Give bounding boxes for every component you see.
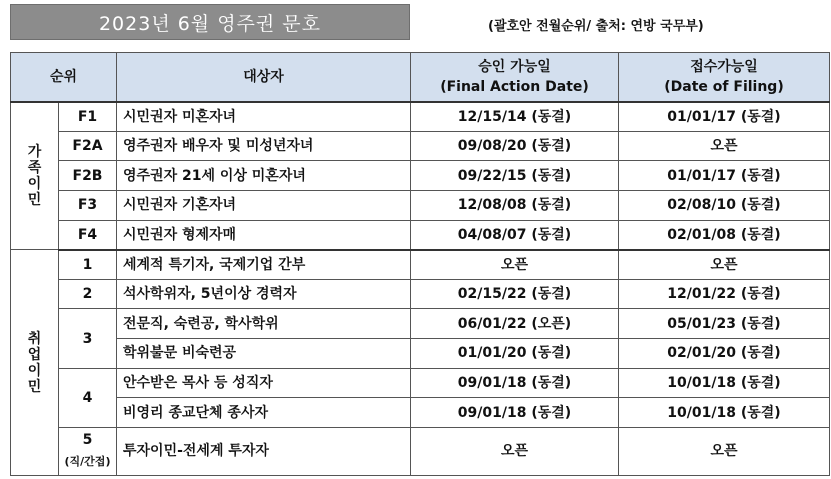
family-group-label: 가 족 이 민 <box>11 102 59 250</box>
header-final-line1: 승인 가능일 <box>478 58 551 75</box>
table-row <box>11 131 830 161</box>
target-desc: 세계적 특기자, 국제기업 간부 <box>117 250 411 280</box>
target-desc: 시민권자 형제자매 <box>117 220 411 250</box>
filing-date: 02/01/08 (동결) <box>619 220 830 250</box>
filing-date: 10/01/18 (동결) <box>619 368 830 398</box>
target-desc: 비영리 종교단체 종사자 <box>117 398 411 428</box>
final-action-date: 09/22/15 (동결) <box>411 161 619 191</box>
filing-date: 02/08/10 (동결) <box>619 190 830 220</box>
filing-date: 오픈 <box>619 427 830 475</box>
visa-bulletin-table <box>10 52 830 476</box>
header-filing <box>619 53 830 102</box>
final-action-date: 오픈 <box>411 427 619 475</box>
final-action-date: 09/08/20 (동결) <box>411 131 619 161</box>
table-row <box>11 398 830 428</box>
final-action-date: 04/08/07 (동결) <box>411 220 619 250</box>
filing-date: 오픈 <box>619 250 830 280</box>
header-rank: 순위 <box>11 53 117 102</box>
table-row <box>11 368 830 398</box>
rank-code: 3 <box>59 309 117 368</box>
table-row <box>11 161 830 191</box>
header-row <box>11 53 830 102</box>
table-row <box>11 250 830 280</box>
target-desc: 학위불문 비숙련공 <box>117 339 411 369</box>
target-desc: 투자이민-전세계 투자자 <box>117 427 411 475</box>
filing-date: 05/01/23 (동결) <box>619 309 830 339</box>
table-row <box>11 339 830 369</box>
rank-code: F2A <box>59 131 117 161</box>
rank-code-sub: (직/간접) <box>64 455 111 469</box>
filing-date: 02/01/20 (동결) <box>619 339 830 369</box>
rank-code: F3 <box>59 190 117 220</box>
filing-date: 오픈 <box>619 131 830 161</box>
final-action-date: 09/01/18 (동결) <box>411 368 619 398</box>
table-row <box>11 220 830 250</box>
table-row <box>11 190 830 220</box>
source-note: (괄호안 전월순위/ 출처: 연방 국무부) <box>488 19 704 34</box>
filing-date: 01/01/17 (동결) <box>619 161 830 191</box>
page-title: 2023년 6월 영주권 문호 <box>10 4 410 40</box>
filing-date: 01/01/17 (동결) <box>619 102 830 132</box>
final-action-date: 12/08/08 (동결) <box>411 190 619 220</box>
target-desc: 석사학위자, 5년이상 경력자 <box>117 279 411 309</box>
header-final-line2: (Final Action Date) <box>440 78 589 95</box>
header-final-action <box>411 53 619 102</box>
final-action-date: 09/01/18 (동결) <box>411 398 619 428</box>
table-row <box>11 102 830 132</box>
table-row <box>11 427 830 475</box>
target-desc: 영주권자 21세 이상 미혼자녀 <box>117 161 411 191</box>
final-action-date: 오픈 <box>411 250 619 280</box>
final-action-date: 02/15/22 (동결) <box>411 279 619 309</box>
target-desc: 시민권자 기혼자녀 <box>117 190 411 220</box>
rank-code: F4 <box>59 220 117 250</box>
final-action-date: 01/01/20 (동결) <box>411 339 619 369</box>
header-filing-line1: 접수가능일 <box>690 58 758 75</box>
rank-code: F2B <box>59 161 117 191</box>
target-desc: 전문직, 숙련공, 학사학위 <box>117 309 411 339</box>
rank-code: F1 <box>59 102 117 132</box>
rank-code: 2 <box>59 279 117 309</box>
header-filing-line2: (Date of Filing) <box>664 78 784 95</box>
employment-group-label: 취 업 이 민 <box>11 250 59 476</box>
target-desc: 안수받은 목사 등 성직자 <box>117 368 411 398</box>
filing-date: 10/01/18 (동결) <box>619 398 830 428</box>
final-action-date: 06/01/22 (오픈) <box>411 309 619 339</box>
rank-code <box>59 427 117 475</box>
target-desc: 시민권자 미혼자녀 <box>117 102 411 132</box>
header-target: 대상자 <box>117 53 411 102</box>
rank-code: 4 <box>59 368 117 427</box>
final-action-date: 12/15/14 (동결) <box>411 102 619 132</box>
table-row <box>11 309 830 339</box>
rank-code-number: 5 <box>82 432 93 449</box>
target-desc: 영주권자 배우자 및 미성년자녀 <box>117 131 411 161</box>
table-row <box>11 279 830 309</box>
filing-date: 12/01/22 (동결) <box>619 279 830 309</box>
rank-code: 1 <box>59 250 117 280</box>
